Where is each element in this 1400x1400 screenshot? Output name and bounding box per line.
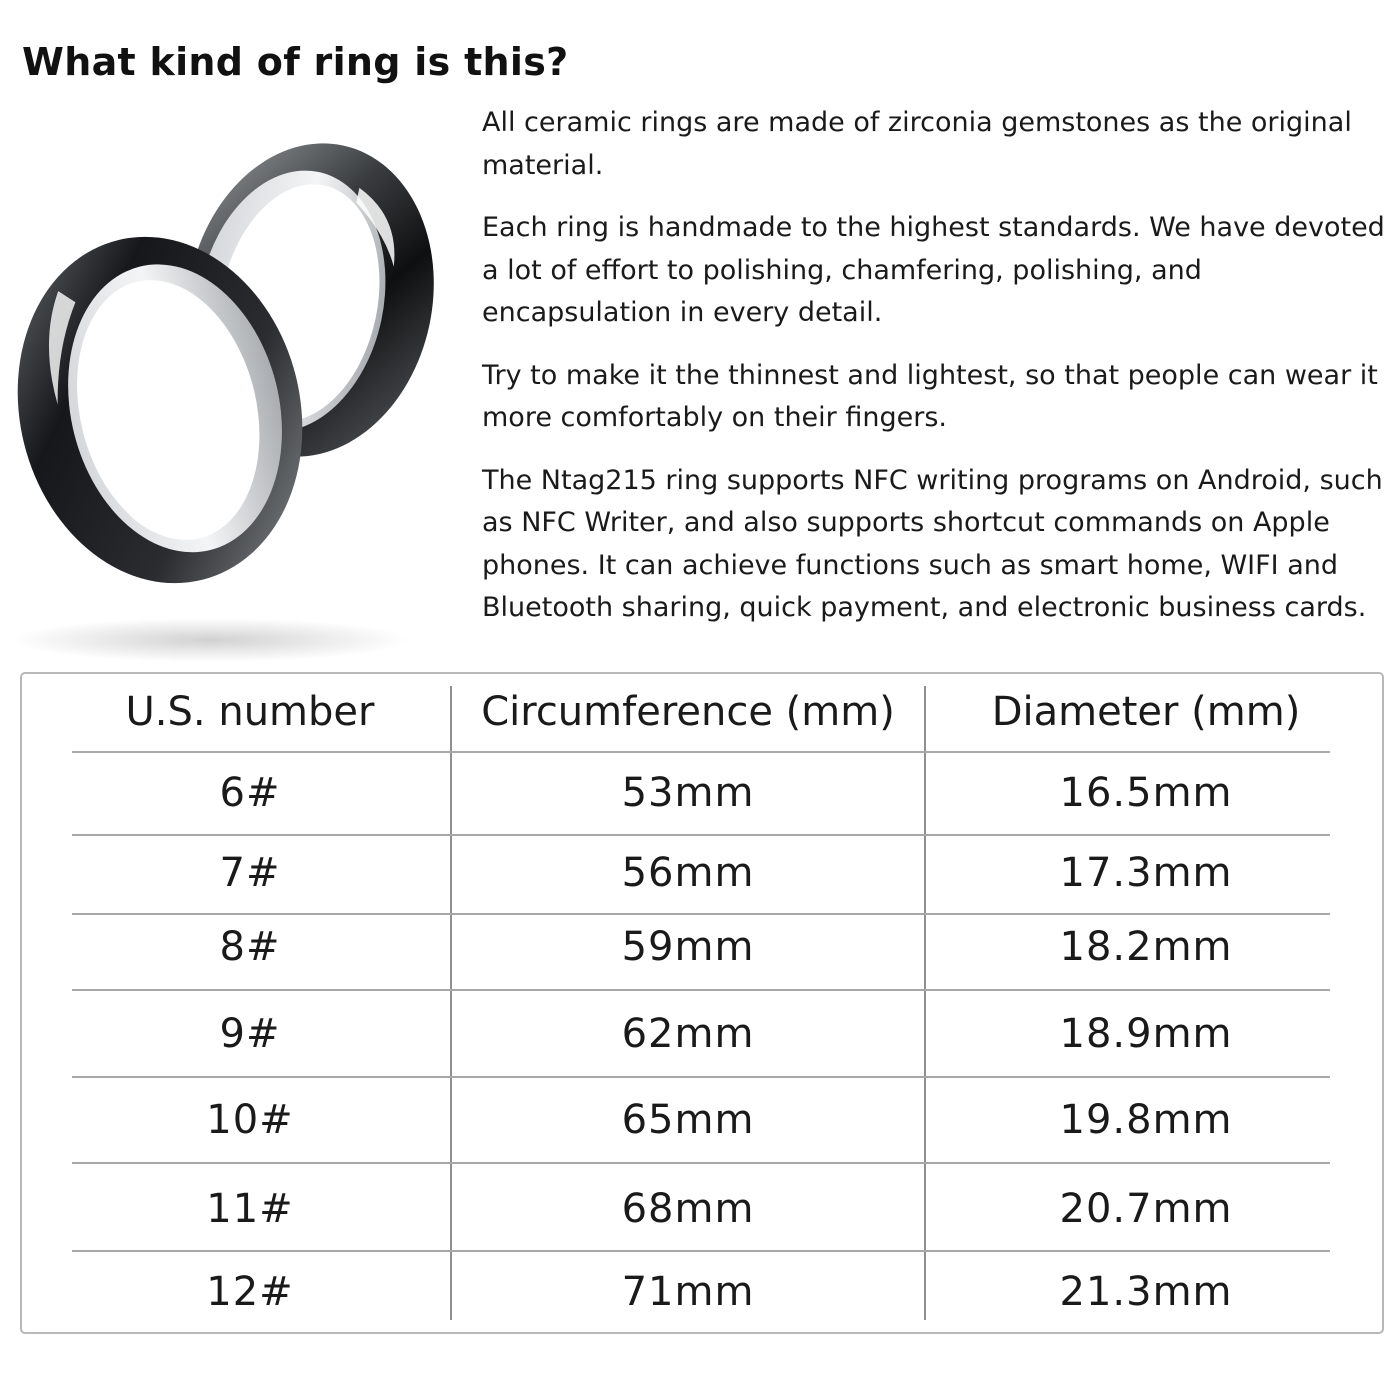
- cell-us-number: 6#: [219, 770, 281, 816]
- cell-circumference: 62mm: [621, 1011, 755, 1057]
- cell-diameter: 19.8mm: [1059, 1097, 1233, 1143]
- row-divider: [72, 1162, 1330, 1164]
- description: [482, 102, 1392, 650]
- cell-circumference: 56mm: [621, 850, 755, 896]
- cell-circumference: 68mm: [621, 1186, 755, 1232]
- cell-circumference: 71mm: [621, 1269, 755, 1315]
- row-divider: [72, 1076, 1330, 1078]
- column-header-circumference: Circumference (mm): [481, 689, 895, 735]
- column-header-diameter: Diameter (mm): [991, 689, 1301, 735]
- cell-circumference: 59mm: [621, 924, 755, 970]
- ceramic-rings-image: [0, 100, 470, 670]
- row-divider: [72, 834, 1330, 836]
- row-divider: [72, 1250, 1330, 1252]
- row-divider: [72, 751, 1330, 753]
- cell-circumference: 65mm: [621, 1097, 755, 1143]
- row-divider: [72, 913, 1330, 915]
- column-header-us-number: U.S. number: [125, 689, 375, 735]
- description-paragraph: All ceramic rings are made of zirconia gemstones as the original material.: [482, 107, 1352, 181]
- cell-diameter: 21.3mm: [1059, 1269, 1233, 1315]
- description-paragraph: Each ring is handmade to the highest standards. We have devoted a lot of effort to polishing, chamfering, polishing, and encapsulation in every detail.: [482, 212, 1385, 328]
- cell-us-number: 7#: [219, 850, 281, 896]
- cell-us-number: 9#: [219, 1011, 281, 1057]
- cell-diameter: 18.9mm: [1059, 1011, 1233, 1057]
- cell-circumference: 53mm: [621, 770, 755, 816]
- cell-diameter: 18.2mm: [1059, 924, 1233, 970]
- cell-diameter: 20.7mm: [1059, 1186, 1233, 1232]
- cell-us-number: 12#: [206, 1269, 294, 1315]
- cell-diameter: 17.3mm: [1059, 850, 1233, 896]
- cell-us-number: 10#: [206, 1097, 294, 1143]
- page-title: What kind of ring is this?: [22, 40, 569, 84]
- row-divider: [72, 989, 1330, 991]
- cell-diameter: 16.5mm: [1059, 770, 1233, 816]
- cell-us-number: 8#: [219, 924, 281, 970]
- cell-us-number: 11#: [206, 1186, 294, 1232]
- description-paragraph: The Ntag215 ring supports NFC writing programs on Android, such as NFC Writer, and also supports shortcut commands on Apple phones. It can achieve functions such as smart home, WIFI and Bluetooth sharing, quick payment, and electronic business cards.: [482, 464, 1383, 623]
- description-paragraph: Try to make it the thinnest and lightest, so that people can wear it more comfortably on their fingers.: [482, 359, 1378, 433]
